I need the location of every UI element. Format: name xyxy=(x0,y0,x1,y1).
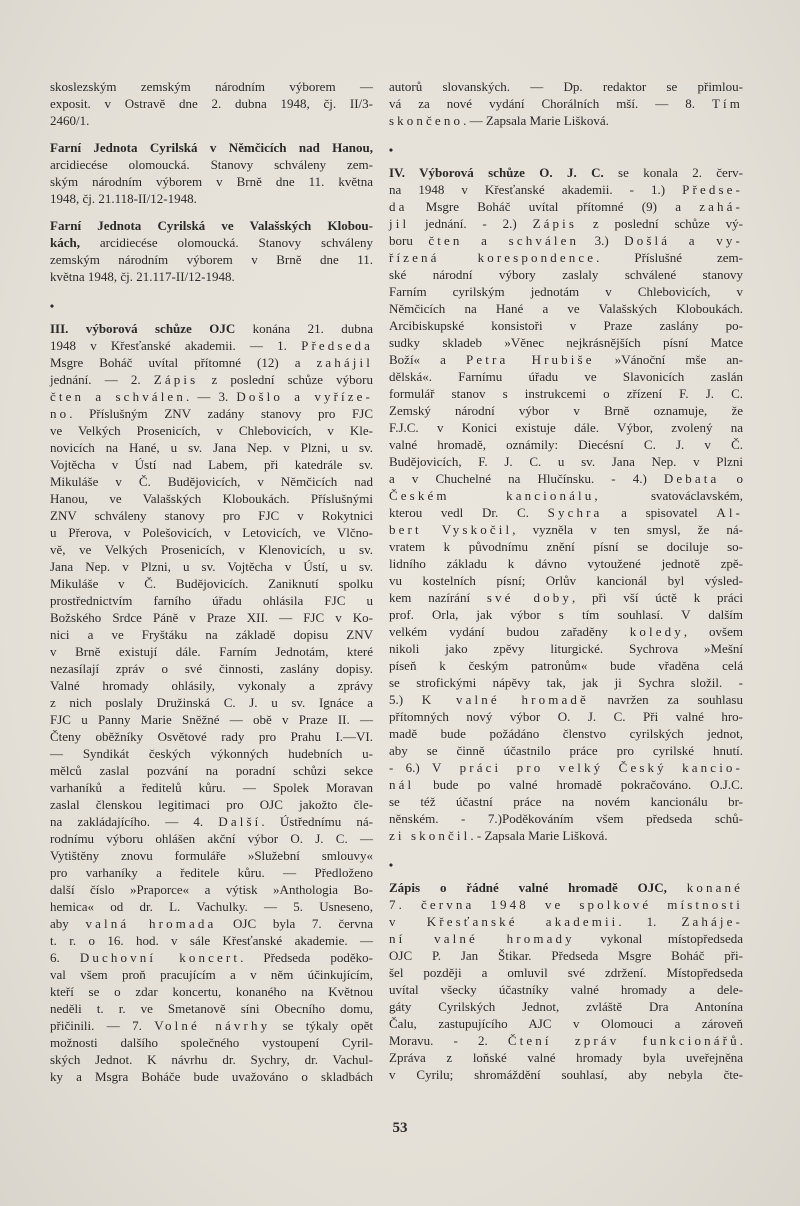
text-run: 1948, čj. 21.118-II/12-1948. xyxy=(50,191,197,206)
text-line xyxy=(50,320,373,337)
text-line xyxy=(50,660,373,677)
text-run: konána 21. dubna xyxy=(235,321,373,336)
text-line xyxy=(389,998,743,1015)
text-run: madě bude požádáno členstvo cyrilských jednot, xyxy=(389,726,743,741)
spaced-emphasis: čten a schválen xyxy=(50,389,186,404)
text-run: o xyxy=(719,471,743,486)
text-line xyxy=(389,674,743,691)
text-run: Valné hromady ohlásily, vykonaly a zprávy xyxy=(50,678,373,693)
spaced-emphasis: koledy xyxy=(629,624,684,639)
text-run: přítomných nový výbor O. J. C. Při valné hro- xyxy=(389,709,743,724)
text-run: května 1948, čj. 21.117-II/12-1948. xyxy=(50,269,235,284)
text-line xyxy=(389,657,743,674)
paragraph xyxy=(389,164,743,844)
text-run: na 1948 v Křesťanské akademii. - 1.) xyxy=(389,182,683,197)
text-run: přičinili. — 7. xyxy=(50,1018,155,1033)
text-line xyxy=(389,964,743,981)
spaced-emphasis: K valné hromadě xyxy=(421,692,589,707)
bullet-icon: • xyxy=(386,857,396,873)
spaced-emphasis: jil xyxy=(389,216,410,231)
text-run: uvítal všecky účastníky valné hromady a dele- xyxy=(389,982,743,997)
text-run: na zakládajícího. — 4. xyxy=(50,814,219,829)
text-run: Moravu. - 2. xyxy=(389,1033,508,1048)
text-line xyxy=(389,453,743,470)
text-line xyxy=(389,827,743,844)
text-run: 5.) xyxy=(389,692,422,707)
text-line xyxy=(50,711,373,728)
text-line xyxy=(389,232,743,249)
text-run: Mikuláše v Č. Budějovicích. Zaniknutí spolku xyxy=(50,576,373,591)
text-run: aby xyxy=(50,916,86,931)
spaced-emphasis: své doby xyxy=(486,590,572,605)
text-run: vě, ve Velkých Prosenicích, v Klenovicích, u sv. xyxy=(50,542,373,557)
spaced-emphasis: Tím xyxy=(711,96,743,111)
bold-heading: Zápis o řádné valné hromadě OJC, xyxy=(389,880,667,895)
text-line xyxy=(389,112,743,129)
text-line xyxy=(389,1049,743,1066)
text-line xyxy=(389,930,743,947)
text-line xyxy=(50,779,373,796)
text-line xyxy=(50,932,373,949)
text-run: u Přerova, v Polešovicích, v Letovicích, ve Vlčno- xyxy=(50,525,373,540)
text-run: jednání. - 2.) xyxy=(409,216,533,231)
spaced-emphasis: čten a schválen xyxy=(428,233,580,248)
text-line xyxy=(389,555,743,572)
text-run: zemským národním výborem v Brně dne 11. xyxy=(50,252,373,267)
text-line xyxy=(50,190,373,207)
text-line xyxy=(389,402,743,419)
text-run: vykonal místopředseda xyxy=(574,931,743,946)
text-line xyxy=(50,830,373,847)
text-run: »Vánoční mše an- xyxy=(594,352,743,367)
text-run: z poslední schůze vý- xyxy=(577,216,743,231)
text-run: v Cyrilu; shromáždění souhlasí, aby nebyla čte- xyxy=(389,1067,743,1082)
text-run: možnosti dalšího společného vystoupení Cyril- xyxy=(50,1035,373,1050)
section-separator xyxy=(386,854,743,879)
text-run: Msgre Boháč uvítal přítomné (12) a xyxy=(50,355,317,370)
text-line xyxy=(50,643,373,660)
text-line xyxy=(50,677,373,694)
text-run: lidního základu k dávno vytoužené jednotě zpě- xyxy=(389,556,743,571)
text-line xyxy=(50,864,373,881)
paragraph xyxy=(389,879,743,1083)
text-line xyxy=(389,215,743,232)
text-line xyxy=(50,626,373,643)
spaced-emphasis: Předseda xyxy=(301,338,373,353)
text-run: vu kostelních písní; Orlův kancionál byl výsled- xyxy=(389,573,743,588)
text-run: rodnímu výboru ohlášen akční výbor O. J. C. — xyxy=(50,831,373,846)
text-line xyxy=(50,173,373,190)
text-run: velkém vydání budou zařaděny xyxy=(389,624,630,639)
text-line xyxy=(389,1015,743,1032)
bold-heading: kách, xyxy=(50,235,80,250)
spaced-emphasis: bert Vyskočil xyxy=(389,522,513,537)
text-line xyxy=(389,470,743,487)
text-line xyxy=(50,575,373,592)
bold-heading: Farní Jednota Cyrilská ve Valašských Klobou- xyxy=(50,218,373,233)
spaced-emphasis: zahájil xyxy=(316,355,373,370)
text-line xyxy=(50,371,373,388)
text-line xyxy=(50,507,373,524)
bold-heading: IV. Výborová schůze O. J. C. xyxy=(389,165,604,180)
spaced-emphasis: Došlo a vyříze- xyxy=(236,389,374,404)
text-line xyxy=(50,813,373,830)
page-number: 53 xyxy=(392,1120,408,1136)
text-run: val všem proň pracujícím a v něm účinkujícím, xyxy=(50,967,373,982)
text-run: mělců zaslal pozvání na poradní schůzi sekce xyxy=(50,763,373,778)
text-run: a spisovatel xyxy=(602,505,717,520)
text-run: Čteny oběžníky Osvětové rady pro Prahu I.—VI. xyxy=(50,729,373,744)
text-line xyxy=(389,793,743,810)
text-line xyxy=(50,609,373,626)
text-line xyxy=(50,422,373,439)
spaced-emphasis: Čtení zpráv funkcionářů xyxy=(507,1033,740,1048)
text-line xyxy=(50,1000,373,1017)
text-line xyxy=(50,217,373,234)
text-line xyxy=(50,439,373,456)
text-line xyxy=(389,198,743,215)
text-run: nezasílají zpráv o své činnosti, zaslány dopisy. xyxy=(50,661,373,676)
text-line xyxy=(389,249,743,266)
text-run: Hanou, ve Valašských Kloboukách. Příslušnými xyxy=(50,491,373,506)
spaced-emphasis: zahá- xyxy=(699,199,743,214)
text-line xyxy=(50,1017,373,1034)
text-run: hemica« od dr. L. Vachulky. — 5. Usneseno, xyxy=(50,899,373,914)
text-line xyxy=(50,966,373,983)
text-run: gáty Cyrilských Jednot, zvláště Dra Antonína xyxy=(389,999,743,1014)
text-line xyxy=(50,456,373,473)
left-column xyxy=(47,78,374,1095)
bullet-icon: • xyxy=(386,142,396,158)
text-run: kem nazírání xyxy=(389,590,487,605)
text-run: Němčicích na Hané a ve Valašských Kloboukách. xyxy=(389,301,743,316)
spaced-emphasis: Zaháje- xyxy=(681,914,743,929)
text-run: a v Chuchelné na Hlučínsku. - 4.) xyxy=(389,471,664,486)
bold-heading: Farní Jednota Cyrilská v Němčicích nad Hanou, xyxy=(50,140,373,155)
text-run: ským národním výborem v Brně dne 11. května xyxy=(50,174,373,189)
text-run: . xyxy=(739,1033,743,1048)
spaced-emphasis: Volné návrhy xyxy=(154,1018,271,1033)
text-run: Arcibiskupské konsistoři v Praze zaslány po- xyxy=(389,318,743,333)
paragraph xyxy=(50,320,373,1085)
text-run: Boží« a xyxy=(389,352,467,367)
text-line xyxy=(50,388,373,405)
text-run: t. r. o 16. hod. v sále Křesťanské akademie. — xyxy=(50,933,373,948)
text-line xyxy=(389,708,743,725)
section-separator xyxy=(47,295,373,320)
text-run: , svatováclavském, xyxy=(594,488,743,503)
text-run: se týkaly opět xyxy=(270,1018,373,1033)
text-run: . Ústřednímu ná- xyxy=(261,814,373,829)
text-line xyxy=(389,504,743,521)
text-run: . Příslušným ZNV zadány stanovy pro FJC xyxy=(69,406,373,421)
spaced-emphasis: da xyxy=(389,199,408,214)
text-line xyxy=(389,487,743,504)
spaced-emphasis: nál xyxy=(389,777,415,792)
text-line xyxy=(50,1051,373,1068)
text-run: navržen za souhlasu xyxy=(588,692,743,707)
spaced-emphasis: Zápis xyxy=(532,216,578,231)
spaced-emphasis: Duchovní koncert xyxy=(79,950,241,965)
text-line xyxy=(50,490,373,507)
text-line xyxy=(389,317,743,334)
text-run: , ovšem xyxy=(683,624,743,639)
text-line xyxy=(389,385,743,402)
text-run: Budějovicích, F. J. C. u sv. Jana Nep. v Plzni xyxy=(389,454,743,469)
text-run: se konala 2. červ- xyxy=(603,165,743,180)
text-run: ZNV schváleny stanovy pro FJC v Rokytnici xyxy=(50,508,373,523)
text-run: OJC byla 7. června xyxy=(216,916,373,931)
text-run: exposit. v Ostravě dne 2. dubna 1948, čj. II/3- xyxy=(50,96,373,111)
text-line xyxy=(50,1034,373,1051)
text-run: . Příslušné zem- xyxy=(596,250,743,265)
text-line xyxy=(389,810,743,827)
text-line xyxy=(50,112,373,129)
spaced-emphasis: konané xyxy=(686,880,744,895)
text-run xyxy=(667,880,687,895)
text-run: OJC P. Jan Štikar. Předseda Msgre Boháč při- xyxy=(389,948,743,963)
text-line xyxy=(50,473,373,490)
text-line xyxy=(50,268,373,285)
spaced-emphasis: zi skončil xyxy=(389,828,471,843)
paragraph xyxy=(50,217,373,285)
text-line xyxy=(50,915,373,932)
text-line xyxy=(50,234,373,251)
text-run: něnském. - 7.)Poděkováním všem předseda schů- xyxy=(389,811,743,826)
text-run: se strofickými nápěvy tak, jak ji Sychra složil. - xyxy=(389,675,743,690)
spaced-emphasis: Zápis xyxy=(153,372,199,387)
spaced-emphasis: Al- xyxy=(716,505,744,520)
text-run: sudky skladeb »Věnec nejkrásnějších písní Matce xyxy=(389,335,743,350)
text-run: z nich poslaly Družinská C. J. u sv. Ignáce a xyxy=(50,695,373,710)
text-run: - 6.) xyxy=(389,760,432,775)
text-line xyxy=(50,745,373,762)
text-line xyxy=(50,354,373,371)
spaced-emphasis: Petra Hrubiše xyxy=(466,352,595,367)
bold-heading: III. výborová schůze OJC xyxy=(50,321,236,336)
text-run: dělská«. Farnímu úřadu ve Slavonicích zaslán xyxy=(389,369,743,384)
text-run: 2460/1. xyxy=(50,113,90,128)
text-line xyxy=(389,606,743,623)
spaced-emphasis: no xyxy=(50,406,70,421)
text-run: Mikuláše v Č. Budějovicích, v Němčicích nad xyxy=(50,474,373,489)
paragraph xyxy=(50,139,373,207)
text-line xyxy=(50,728,373,745)
text-run: ve Velkých Prosenicích, v Chlebovicích, v Kle- xyxy=(50,423,373,438)
spaced-emphasis: skončeno xyxy=(389,113,464,128)
text-run: aby se činně účastnilo práce pro cyrilské hnutí. xyxy=(389,743,743,758)
text-line xyxy=(389,351,743,368)
paragraph xyxy=(389,78,743,129)
text-line xyxy=(50,881,373,898)
text-run: Zemský národní výbor v Brně oznamuje, že xyxy=(389,403,743,418)
text-line xyxy=(389,164,743,181)
text-line xyxy=(389,691,743,708)
text-line xyxy=(50,847,373,864)
spaced-emphasis: Další xyxy=(218,814,262,829)
text-run: nici a ve Fryštáku na základě dopisu ZNV xyxy=(50,627,373,642)
text-line xyxy=(50,251,373,268)
text-line xyxy=(50,558,373,575)
text-run: FJC u Panny Marie Sněžné — obě v Praze II. — xyxy=(50,712,373,727)
text-run: varhaníků a ředitelů kůru. — Spolek Moravan xyxy=(50,780,373,795)
text-run: , vyzněla v ten smysl, že ná- xyxy=(512,522,743,537)
text-run: Vytištěny znovu formuláře »Služební smlouvy« xyxy=(50,848,373,863)
spaced-emphasis: Sychra xyxy=(547,505,603,520)
text-line xyxy=(389,266,743,283)
spaced-emphasis: Došlá a vy- xyxy=(624,233,743,248)
text-line xyxy=(389,896,743,913)
text-line xyxy=(50,796,373,813)
text-run: se též účastní práce na novém kancionálu br- xyxy=(389,794,743,809)
text-line xyxy=(389,640,743,657)
text-line xyxy=(389,947,743,964)
text-run: pro varhaníky a ředitele kůru. — Předloženo xyxy=(50,865,373,880)
text-run: další číslo »Praporce« a výtisk »Anthologia Bo- xyxy=(50,882,373,897)
text-line xyxy=(389,78,743,95)
text-run: Msgre Boháč uvítal přítomné (9) a xyxy=(407,199,700,214)
text-run: prof. Orla, jak výbor s tím souhlasí. V dalším xyxy=(389,607,743,622)
text-run: . — 3. xyxy=(185,389,237,404)
text-run: v Brně existují dále. Farním Jednotám, které xyxy=(50,644,373,659)
spaced-emphasis: valná hromada xyxy=(85,916,217,931)
text-run: prostřednictvím farního úřadu ohlásila FJC u xyxy=(50,593,373,608)
text-line xyxy=(389,742,743,759)
text-run: z poslední schůze výboru xyxy=(198,372,373,387)
text-run: novicích na Hané, u sv. Jana Nep. v Plzni, u sv. xyxy=(50,440,373,455)
text-run: kteří se o zdar koncertu, konaného na Květnou xyxy=(50,984,373,999)
text-run: vá za nové vydání Chorálních mší. — 8. xyxy=(389,96,712,111)
text-line xyxy=(389,95,743,112)
text-line xyxy=(389,521,743,538)
text-run: . - Zapsala Marie Lišková. xyxy=(470,828,608,843)
text-line xyxy=(50,139,373,156)
text-line xyxy=(389,623,743,640)
text-line xyxy=(389,725,743,742)
text-line xyxy=(389,776,743,793)
text-run: Čalu, zastupujícího AJC v Olomouci a zároveň xyxy=(389,1016,743,1031)
text-run: arcidiecése olomoucká. Stanovy schváleny zem- xyxy=(50,157,373,172)
text-run: šel později a omluvil své zdržení. Místopředseda xyxy=(389,965,743,980)
text-line xyxy=(50,78,373,95)
text-run: vratem k původnímu znění písní se dociluje so- xyxy=(389,539,743,554)
text-line xyxy=(389,334,743,351)
text-line xyxy=(50,592,373,609)
text-line xyxy=(389,1032,743,1049)
text-run: zaslal členskou legitimaci pro OJC jakožto čle- xyxy=(50,797,373,812)
text-line xyxy=(389,538,743,555)
text-run: nikoli jako zpěvy liturgické. Sychrova »Mešní xyxy=(389,641,743,656)
text-line xyxy=(389,436,743,453)
bullet-icon: • xyxy=(47,298,57,314)
text-run: Zpráva z loňské valné hromady byla uveřejněna xyxy=(389,1050,743,1065)
text-run: 6. xyxy=(50,950,80,965)
text-run: 3.) xyxy=(579,233,625,248)
text-line xyxy=(389,981,743,998)
text-line xyxy=(50,524,373,541)
spaced-emphasis: řízená korespondence xyxy=(389,250,597,265)
text-line xyxy=(50,405,373,422)
text-run: píseň k českým patronům« bude vřaděna celá xyxy=(389,658,743,673)
text-line xyxy=(389,368,743,385)
text-run: . 1. xyxy=(618,914,682,929)
text-run: neděli t. r. ve Smetanově síni Obecního domu, xyxy=(50,1001,373,1016)
text-run: ky a Msgra Boháče bude uvažováno o skladbách xyxy=(50,1069,373,1084)
text-run: ských Jednot. K návrhu dr. Sychry, dr. Vachul- xyxy=(50,1052,373,1067)
text-run: Jana Nep. v Plzni, u sv. Vojtěcha v Ústí, u sv. xyxy=(50,559,373,574)
text-run: — Syndikát českých výkonných hudebních u- xyxy=(50,746,373,761)
text-line xyxy=(50,95,373,112)
text-line xyxy=(389,572,743,589)
text-run: skoslezským zemským národním výborem — xyxy=(50,79,373,94)
text-run: . — Zapsala Marie Lišková. xyxy=(463,113,609,128)
spaced-emphasis: ní valné hromady xyxy=(389,931,575,946)
text-line xyxy=(389,913,743,930)
text-line xyxy=(389,283,743,300)
spaced-emphasis: 7. června 1948 ve spolkové místnosti xyxy=(389,897,743,912)
text-run: Vojtěcha v Ústí nad Labem, při katedrále sv. xyxy=(50,457,373,472)
text-run: boru xyxy=(389,233,429,248)
text-run: valné hromadě, oznámily: Diecésní C. J. v Č. xyxy=(389,437,743,452)
text-run: formulář stanov s instrukcemi o zřízení F. J. C. xyxy=(389,386,743,401)
right-column xyxy=(386,78,744,1093)
spaced-emphasis: V práci pro velký Český kancio- xyxy=(432,760,743,775)
spaced-emphasis: v Křesťanské akademii xyxy=(389,914,619,929)
text-run: F.J.C. v Konici existuje dále. Výbor, zvolený na xyxy=(389,420,743,435)
text-line xyxy=(50,949,373,966)
text-line xyxy=(50,337,373,354)
text-line xyxy=(389,879,743,896)
text-run: arcidiecése olomoucká. Stanovy schváleny xyxy=(79,235,373,250)
text-line xyxy=(50,762,373,779)
paragraph xyxy=(50,78,373,129)
text-line xyxy=(50,541,373,558)
text-run: kterou vedl Dr. C. xyxy=(389,505,548,520)
text-line xyxy=(50,156,373,173)
text-run: 1948 v Křesťanské akademii. — 1. xyxy=(50,338,302,353)
text-line xyxy=(50,898,373,915)
spaced-emphasis: Českém kancionálu xyxy=(389,488,595,503)
text-run: , při vší úctě k práci xyxy=(571,590,743,605)
text-line xyxy=(50,1068,373,1085)
text-run: ské národní výbory zaslaly schválené stanovy xyxy=(389,267,743,282)
text-line xyxy=(50,983,373,1000)
text-line xyxy=(389,589,743,606)
text-line xyxy=(389,181,743,198)
text-line xyxy=(50,694,373,711)
text-line xyxy=(389,419,743,436)
text-run: Božského Srdce Páně v Praze XII. — FJC v Ko- xyxy=(50,610,373,625)
spaced-emphasis: Předse- xyxy=(682,182,743,197)
text-run: Farním cyrilským jednotám v Chlebovicích, v xyxy=(389,284,743,299)
text-line xyxy=(389,759,743,776)
section-separator xyxy=(386,139,743,164)
text-run: . Předseda poděko- xyxy=(240,950,374,965)
text-line xyxy=(389,300,743,317)
text-run: jednání. — 2. xyxy=(50,372,154,387)
text-line xyxy=(389,1066,743,1083)
text-run: autorů slovanských. — Dp. redaktor se přimlou- xyxy=(389,79,743,94)
text-run: bude po valné hromadě pokračováno. O.J.C. xyxy=(414,777,743,792)
spaced-emphasis: Debata xyxy=(663,471,720,486)
